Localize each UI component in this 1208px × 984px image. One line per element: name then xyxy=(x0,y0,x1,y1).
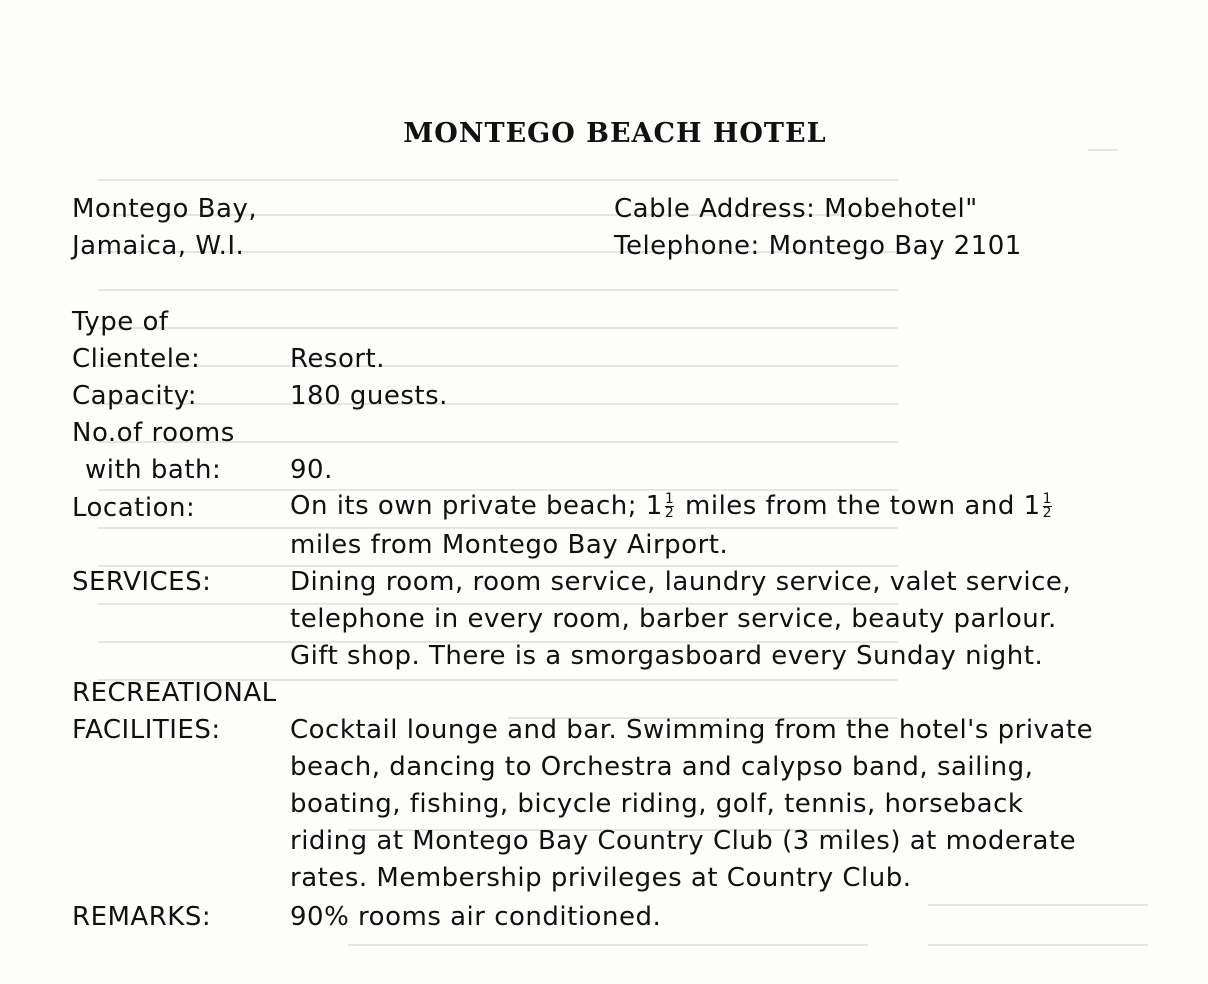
remarks-label: REMARKS: xyxy=(72,902,212,932)
rooms-label-line-1: No.of rooms xyxy=(72,418,235,448)
location-line-1 xyxy=(290,491,1054,521)
recreational-label-line-1: RECREATIONAL xyxy=(72,678,277,708)
address-line-2: Jamaica, W.I. xyxy=(72,231,245,261)
fraction-numerator: 1 xyxy=(1042,491,1053,507)
location-line-2: miles from Montego Bay Airport. xyxy=(290,530,729,560)
location-line-1-part-a: On its own private beach; 1 xyxy=(290,491,663,521)
fraction-one-half xyxy=(1043,493,1052,520)
rooms-label-line-2: with bath: xyxy=(85,455,222,485)
address-line-1: Montego Bay, xyxy=(72,194,258,224)
page-title: MONTEGO BEACH HOTEL xyxy=(403,118,827,149)
recreational-line-3: boating, fishing, bicycle riding, golf, tennis, horseback xyxy=(290,789,1024,819)
fraction-numerator: 1 xyxy=(664,491,675,507)
recreational-line-4: riding at Montego Bay Country Club (3 miles) at moderate xyxy=(290,826,1077,856)
services-line-3: Gift shop. There is a smorgasboard every Sunday night. xyxy=(290,641,1044,671)
recreational-line-2: beach, dancing to Orchestra and calypso band, sailing, xyxy=(290,752,1034,782)
recreational-line-5: rates. Membership privileges at Country Club. xyxy=(290,863,912,893)
recreational-line-1: Cocktail lounge and bar. Swimming from the hotel's private xyxy=(290,715,1094,745)
clientele-value: Resort. xyxy=(290,344,385,374)
rooms-value: 90. xyxy=(290,455,333,485)
fraction-denominator: 2 xyxy=(664,505,675,521)
services-label: SERVICES: xyxy=(72,567,212,597)
telephone: Telephone: Montego Bay 2101 xyxy=(614,231,1022,261)
location-line-1-part-b: miles from the town and 1 xyxy=(685,491,1041,521)
recreational-label-line-2: FACILITIES: xyxy=(72,715,221,745)
services-line-1: Dining room, room service, laundry service, valet service, xyxy=(290,567,1072,597)
services-line-2: telephone in every room, barber service, beauty parlour. xyxy=(290,604,1057,634)
clientele-label-line-1: Type of xyxy=(72,307,169,337)
cable-address: Cable Address: Mobehotel" xyxy=(614,194,978,224)
remarks-value: 90% rooms air conditioned. xyxy=(290,902,662,932)
clientele-label-line-2: Clientele: xyxy=(72,344,201,374)
fraction-one-half xyxy=(665,493,674,520)
fraction-denominator: 2 xyxy=(1042,505,1053,521)
capacity-label: Capacity: xyxy=(72,381,197,411)
capacity-value: 180 guests. xyxy=(290,381,448,411)
location-label: Location: xyxy=(72,493,196,523)
